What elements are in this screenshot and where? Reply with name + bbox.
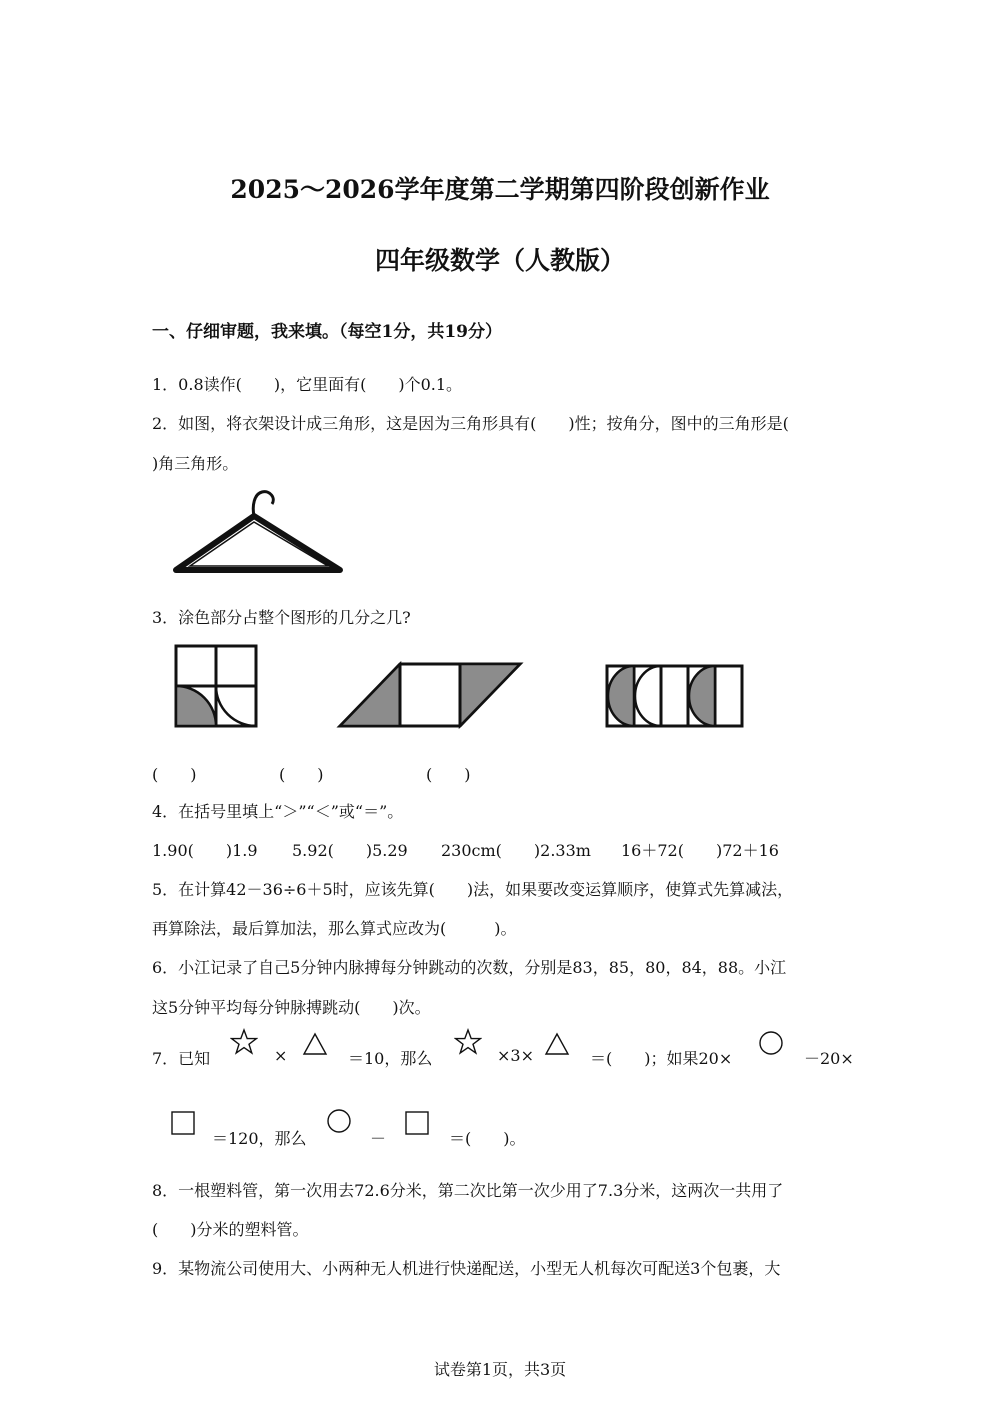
q4-item-1: 1.90( )1.9 [152,841,258,860]
shape-figure-1 [172,642,260,730]
shape-figure-2 [336,660,526,732]
q7-text-h: － [370,1129,387,1148]
star-icon [230,1028,258,1056]
triangle-icon [544,1032,570,1056]
hanger-figure [168,488,348,580]
circle-icon [758,1030,784,1056]
question-6-line-2: 这5分钟平均每分钟脉搏跳动( )次。 [152,998,431,1017]
q3-answer-1: ( ) [152,765,197,784]
question-6-line-1: 6．小江记录了自己5分钟内脉搏每分钟跳动的次数，分别是83，85，80，84，88。小江 [152,958,787,977]
star-icon [454,1028,482,1056]
section-heading: 一、仔细审题，我来填。（每空1分，共19分） [152,322,502,342]
page-title: 2025～2026学年度第二学期第四阶段创新作业 [230,175,770,204]
q4-item-3: 230cm( )2.33m [441,841,591,860]
question-9-line-1: 9．某物流公司使用大、小两种无人机进行快递配送，小型无人机每次可配送3个包裹，大 [152,1259,781,1278]
square-icon [404,1110,430,1136]
page-subtitle: 四年级数学（人教版） [374,246,625,275]
question-1: 1．0.8读作( )，它里面有( )个0.1。 [152,375,463,394]
q7-text-c: ＝10，那么 [348,1049,433,1068]
question-4: 4．在括号里填上“＞”“＜”或“＝”。 [152,802,404,821]
q7-text-a: 7．已知 [152,1049,211,1068]
q4-item-4: 16＋72( )72＋16 [621,841,779,860]
q3-answer-3: ( ) [426,765,471,784]
q7-text-f: －20× [804,1049,854,1068]
square-icon [170,1110,196,1136]
question-8-line-2: ( )分米的塑料管。 [152,1220,309,1239]
question-2-line-1: 2．如图，将衣架设计成三角形，这是因为三角形具有( )性；按角分，图中的三角形是( [152,414,789,433]
triangle-icon [302,1032,328,1056]
page-footer: 试卷第1页，共3页 [433,1360,567,1379]
q7-text-e: ＝( )；如果20× [590,1049,733,1068]
q3-answer-2: ( ) [279,765,324,784]
q7-text-d: ×3× [497,1046,534,1065]
q7-text-g: ＝120，那么 [212,1129,307,1148]
q7-text-b: × [274,1046,288,1065]
question-3: 3．涂色部分占整个图形的几分之几? [152,608,411,627]
q4-item-2: 5.92( )5.29 [292,841,408,860]
shape-figure-3 [604,662,748,732]
q7-text-i: ＝( )。 [449,1129,526,1148]
question-8-line-1: 8．一根塑料管，第一次用去72.6分米，第二次比第一次少用了7.3分米，这两次一共用了 [152,1181,784,1200]
circle-icon [326,1108,352,1134]
question-5-line-1: 5．在计算42－36÷6＋5时，应该先算( )法，如果要改变运算顺序，使算式先算减法， [152,880,794,899]
question-2-line-2: )角三角形。 [152,454,239,473]
question-5-line-2: 再算除法，最后算加法，那么算式应改为( )。 [152,919,517,938]
